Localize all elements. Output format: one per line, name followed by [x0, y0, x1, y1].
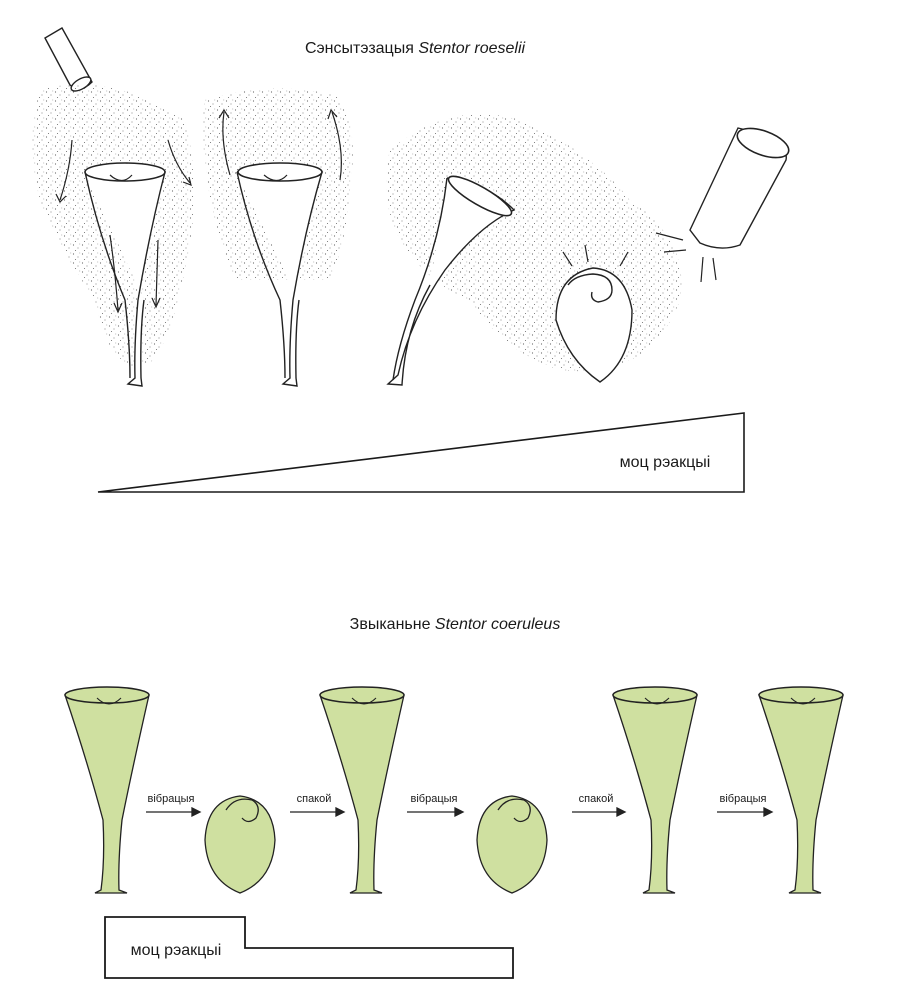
pipette-icon	[45, 28, 93, 94]
bottom-title-prefix: Звыканьне	[349, 616, 435, 633]
top-strength-label: моц рэакцыі	[619, 454, 711, 471]
arrow-label: спакой	[578, 793, 614, 805]
green-extended-cell	[759, 687, 843, 893]
arrow-label: спакой	[296, 793, 332, 805]
green-extended-cell	[613, 687, 697, 893]
arrow-label: вібрацыя	[147, 793, 195, 805]
bottom-title-species: Stentor coeruleus	[434, 616, 561, 633]
green-extended-cell	[320, 687, 404, 893]
top-title-species: Stentor roeselii	[418, 40, 526, 57]
top-title	[305, 40, 526, 57]
bottom-title	[350, 616, 561, 633]
bottom-strength-label: моц рэакцыі	[130, 942, 222, 959]
green-contracted-cell	[205, 796, 275, 893]
particle-cloud-3	[386, 114, 681, 371]
green-contracted-cell	[477, 796, 547, 893]
strength-wedge	[98, 413, 744, 492]
arrow-label: вібрацыя	[719, 793, 767, 805]
green-extended-cell	[65, 687, 149, 893]
top-title-prefix: Сэнсытэзацыя	[304, 40, 419, 57]
arrow-label: вібрацыя	[410, 793, 458, 805]
